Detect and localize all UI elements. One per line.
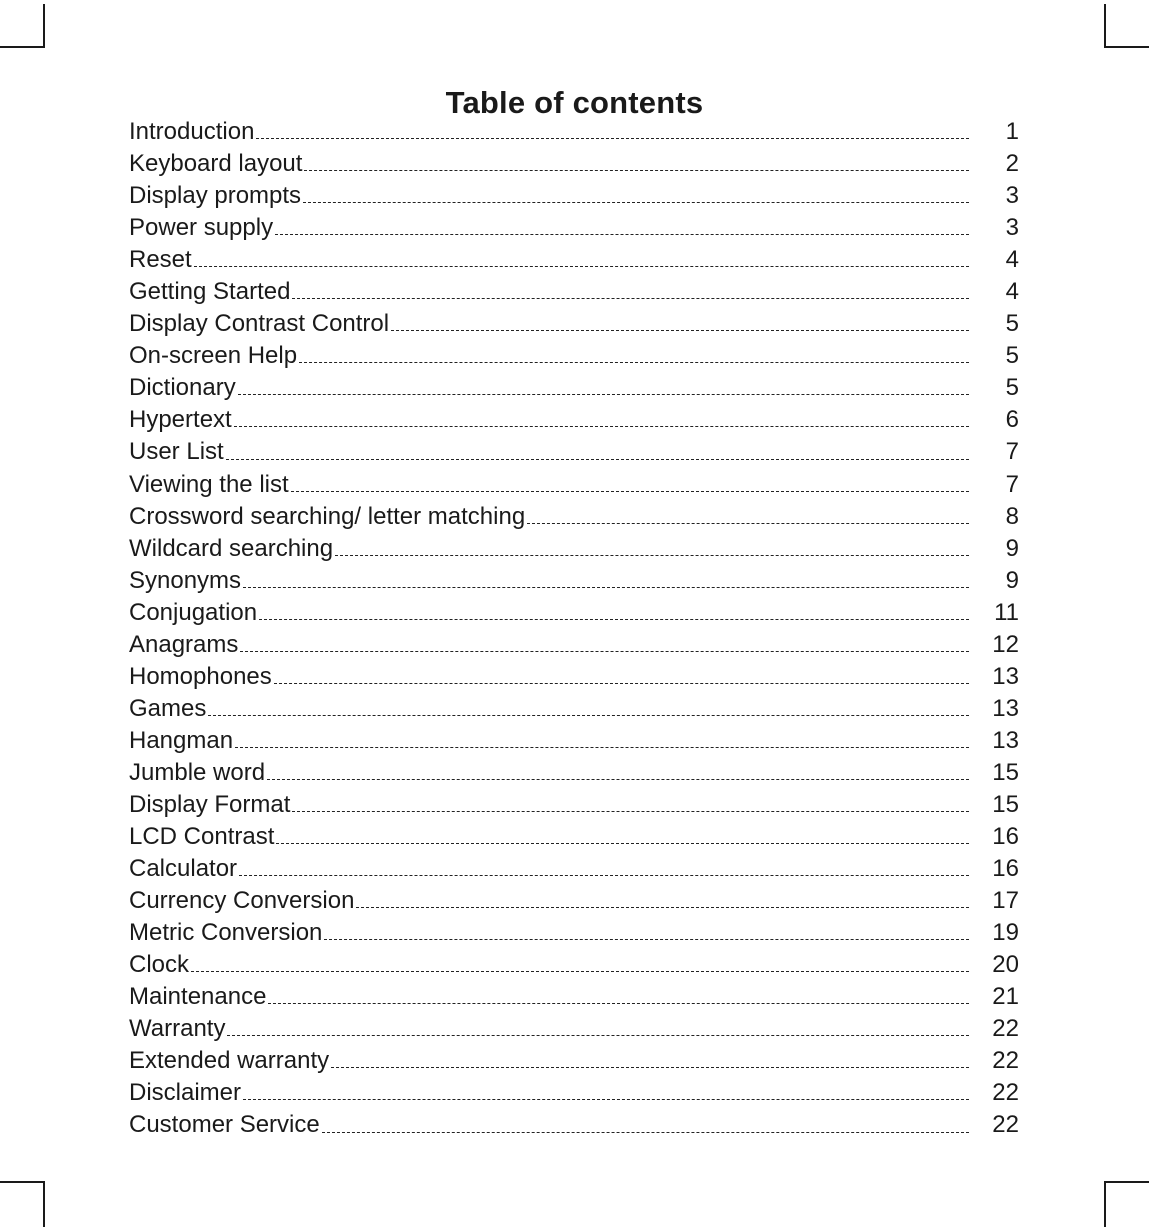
toc-entry-label: Hypertext xyxy=(129,406,232,434)
toc-entry-label: Anagrams xyxy=(129,630,239,658)
toc-entry-label: Display Contrast Control xyxy=(129,310,390,338)
toc-entry-page-number: 22 xyxy=(992,1015,1019,1043)
dot-leader xyxy=(239,875,969,876)
dot-leader xyxy=(191,971,969,972)
toc-entry[interactable] xyxy=(129,885,1019,917)
toc-entry-label: Getting Started xyxy=(129,278,291,306)
toc-entry-page-number: 3 xyxy=(1005,214,1019,242)
toc-entry-page-number: 22 xyxy=(992,1111,1019,1139)
toc-entry[interactable] xyxy=(129,981,1019,1013)
toc-entry-page-number: 22 xyxy=(992,1047,1019,1075)
toc-entry[interactable] xyxy=(129,629,1019,661)
toc-entry-label: Introduction xyxy=(129,118,255,145)
toc-entry[interactable] xyxy=(129,1109,1019,1141)
toc-entry[interactable] xyxy=(129,212,1019,244)
toc-entry[interactable] xyxy=(129,789,1019,821)
toc-entry[interactable] xyxy=(129,693,1019,725)
toc-entry[interactable] xyxy=(129,597,1019,629)
toc-entry-label: Jumble word xyxy=(129,758,266,786)
toc-entry-label: Crossword searching/ letter matching xyxy=(129,502,526,530)
toc-entry-page-number: 7 xyxy=(1005,438,1019,466)
toc-entry-page-number: 13 xyxy=(992,694,1019,722)
toc-entry[interactable] xyxy=(129,501,1019,533)
toc-entry-label: Disclaimer xyxy=(129,1079,242,1107)
dot-leader xyxy=(274,683,969,684)
dot-leader xyxy=(391,330,969,331)
toc-entry[interactable] xyxy=(129,404,1019,436)
dot-leader xyxy=(335,555,969,556)
toc-entry[interactable] xyxy=(129,757,1019,789)
dot-leader xyxy=(208,715,969,716)
toc-entry-label: On-screen Help xyxy=(129,342,298,370)
toc-entry-page-number: 11 xyxy=(994,598,1019,626)
toc-entry-label: User List xyxy=(129,438,224,466)
toc-entry[interactable] xyxy=(129,821,1019,853)
dot-leader xyxy=(227,1035,969,1036)
toc-entry-label: Clock xyxy=(129,951,190,979)
toc-entry-label: LCD Contrast xyxy=(129,823,275,851)
dot-leader xyxy=(256,138,969,139)
dot-leader xyxy=(194,266,969,267)
toc-entry-page-number: 17 xyxy=(992,887,1019,915)
dot-leader xyxy=(268,1003,969,1004)
toc-entry-label: Games xyxy=(129,694,207,722)
dot-leader xyxy=(243,587,969,588)
dot-leader xyxy=(299,362,969,363)
dot-leader xyxy=(304,170,969,171)
toc-entry-label: Display Format xyxy=(129,790,291,818)
toc-entry[interactable] xyxy=(129,180,1019,212)
table-of-contents xyxy=(129,116,1019,1142)
toc-entry-page-number: 5 xyxy=(1005,342,1019,370)
toc-entry-page-number: 1 xyxy=(1005,118,1019,145)
toc-entry-page-number: 3 xyxy=(1005,182,1019,210)
toc-entry[interactable] xyxy=(129,276,1019,308)
toc-entry-label: Extended warranty xyxy=(129,1047,330,1075)
toc-entry[interactable] xyxy=(129,436,1019,468)
toc-entry[interactable] xyxy=(129,148,1019,180)
dot-leader xyxy=(303,202,969,203)
toc-entry-page-number: 13 xyxy=(992,662,1019,690)
toc-entry-label: Keyboard layout xyxy=(129,150,303,178)
dot-leader xyxy=(267,779,969,780)
toc-entry-label: Warranty xyxy=(129,1015,226,1043)
toc-entry[interactable] xyxy=(129,533,1019,565)
toc-entry-page-number: 9 xyxy=(1005,534,1019,562)
dot-leader xyxy=(240,651,969,652)
toc-entry-page-number: 15 xyxy=(992,758,1019,786)
toc-entry-page-number: 9 xyxy=(1005,566,1019,594)
dot-leader xyxy=(291,491,969,492)
toc-entry-label: Maintenance xyxy=(129,983,267,1011)
toc-entry-page-number: 5 xyxy=(1005,310,1019,338)
crop-mark-top-right xyxy=(1104,4,1149,48)
page-title: Table of contents xyxy=(445,84,704,120)
crop-mark-bottom-left xyxy=(0,1181,45,1227)
dot-leader xyxy=(331,1067,969,1068)
toc-entry[interactable] xyxy=(129,372,1019,404)
toc-entry[interactable] xyxy=(129,244,1019,276)
toc-entry-label: Wildcard searching xyxy=(129,534,334,562)
dot-leader xyxy=(259,619,969,620)
toc-entry-label: Viewing the list xyxy=(129,470,289,498)
dot-leader xyxy=(356,907,969,908)
toc-entry-label: Dictionary xyxy=(129,374,236,402)
toc-entry[interactable] xyxy=(129,1013,1019,1045)
toc-entry[interactable] xyxy=(129,725,1019,757)
toc-entry-label: Reset xyxy=(129,246,192,274)
dot-leader xyxy=(322,1132,969,1133)
dot-leader xyxy=(292,811,969,812)
toc-entry-page-number: 16 xyxy=(992,823,1019,851)
toc-entry[interactable] xyxy=(129,661,1019,693)
crop-mark-top-left xyxy=(0,4,45,48)
dot-leader xyxy=(238,394,969,395)
dot-leader xyxy=(235,747,969,748)
toc-entry[interactable] xyxy=(129,853,1019,885)
dot-leader xyxy=(226,459,969,460)
crop-mark-bottom-right xyxy=(1104,1181,1149,1227)
toc-entry-page-number: 8 xyxy=(1005,502,1019,530)
toc-entry-page-number: 12 xyxy=(992,630,1019,658)
dot-leader xyxy=(243,1099,969,1100)
toc-entry-label: Hangman xyxy=(129,726,234,754)
toc-entry-label: Display prompts xyxy=(129,182,302,210)
dot-leader xyxy=(292,298,969,299)
toc-entry[interactable] xyxy=(129,949,1019,981)
toc-entry-page-number: 4 xyxy=(1005,278,1019,306)
toc-entry-label: Calculator xyxy=(129,855,238,883)
toc-entry-page-number: 5 xyxy=(1005,374,1019,402)
toc-entry[interactable] xyxy=(129,116,1019,148)
toc-entry[interactable] xyxy=(129,1077,1019,1109)
toc-entry-page-number: 7 xyxy=(1005,470,1019,498)
toc-entry-page-number: 20 xyxy=(992,951,1019,979)
toc-entry-page-number: 2 xyxy=(1005,150,1019,178)
toc-entry-label: Conjugation xyxy=(129,598,258,626)
toc-entry[interactable] xyxy=(129,1045,1019,1077)
toc-entry-page-number: 15 xyxy=(992,790,1019,818)
dot-leader xyxy=(276,843,969,844)
toc-entry-page-number: 13 xyxy=(992,726,1019,754)
dot-leader xyxy=(234,426,969,427)
toc-entry-page-number: 22 xyxy=(992,1079,1019,1107)
toc-entry-label: Power supply xyxy=(129,214,274,242)
toc-entry[interactable] xyxy=(129,469,1019,501)
toc-entry[interactable] xyxy=(129,917,1019,949)
toc-entry-page-number: 4 xyxy=(1005,246,1019,274)
toc-entry-page-number: 19 xyxy=(992,919,1019,947)
toc-entry-page-number: 21 xyxy=(992,983,1019,1011)
toc-entry[interactable] xyxy=(129,340,1019,372)
toc-entry-label: Currency Conversion xyxy=(129,887,355,915)
toc-entry-label: Homophones xyxy=(129,662,272,690)
toc-entry[interactable] xyxy=(129,565,1019,597)
dot-leader xyxy=(275,234,969,235)
toc-entry-page-number: 6 xyxy=(1005,406,1019,434)
dot-leader xyxy=(527,523,969,524)
toc-entry-label: Synonyms xyxy=(129,566,242,594)
toc-entry-page-number: 16 xyxy=(992,855,1019,883)
dot-leader xyxy=(324,939,969,940)
toc-entry-label: Customer Service xyxy=(129,1111,320,1139)
toc-entry[interactable] xyxy=(129,308,1019,340)
toc-entry-label: Metric Conversion xyxy=(129,919,323,947)
